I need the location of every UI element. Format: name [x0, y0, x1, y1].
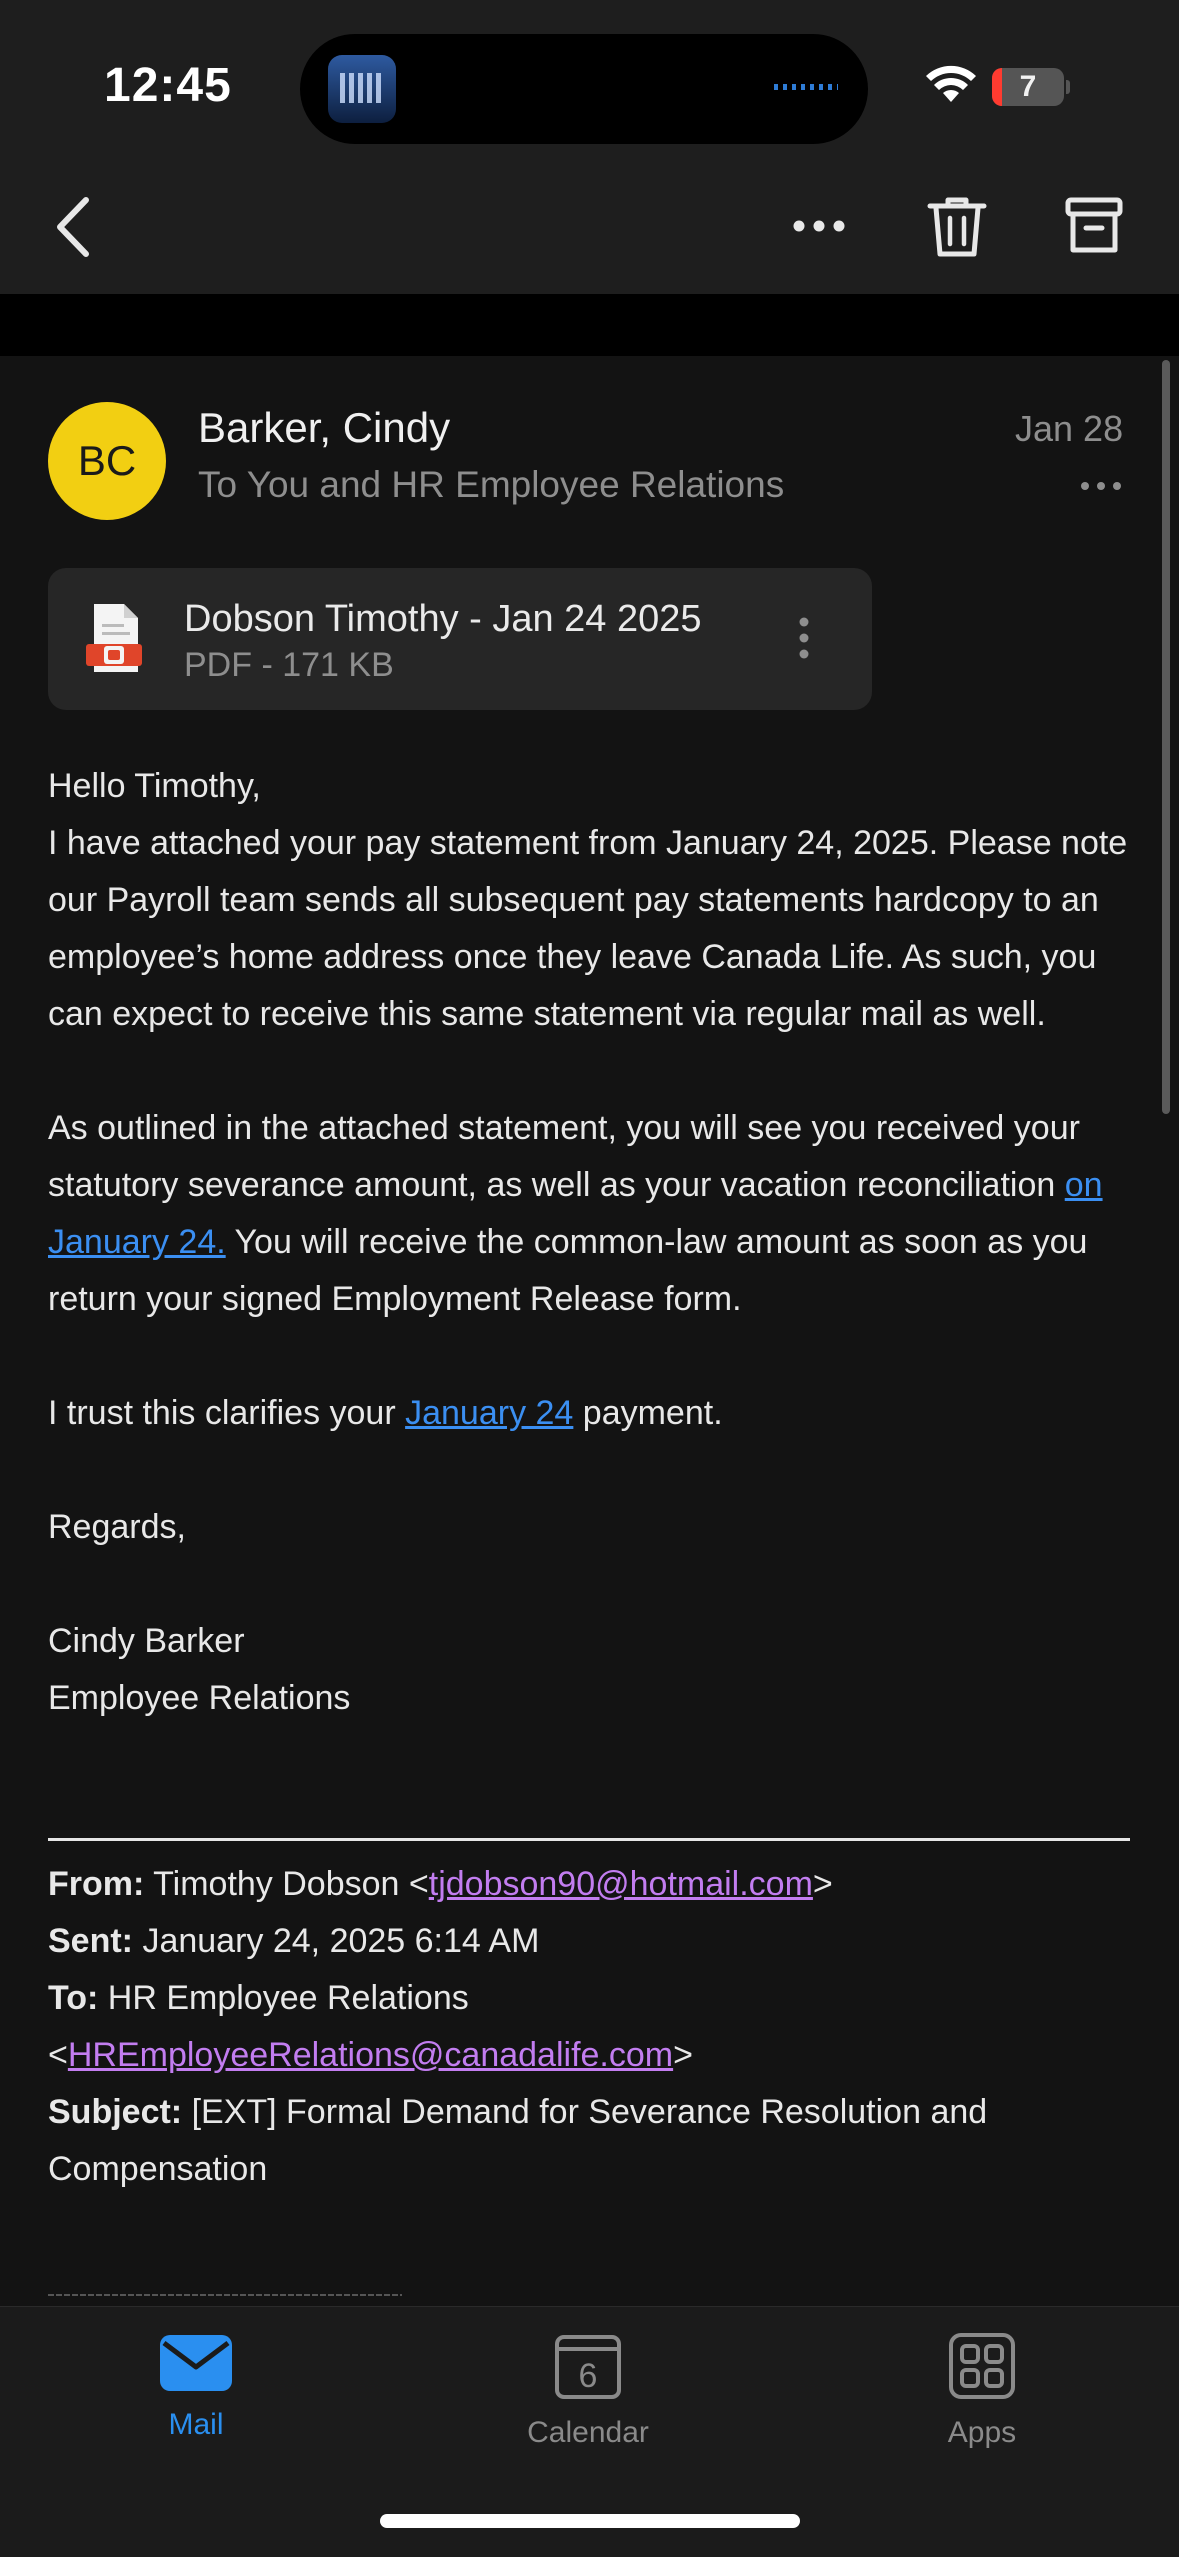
quoted-divider [48, 1838, 1130, 1841]
greeting: Hello Timothy, [48, 767, 261, 805]
status-bar [0, 0, 1179, 160]
home-indicator[interactable] [380, 2514, 800, 2528]
email-link[interactable]: tjdobson90@hotmail.com [428, 1865, 813, 1903]
more-options-icon[interactable] [792, 216, 846, 236]
tab-apps[interactable] [882, 2331, 1082, 2450]
attachment-meta: PDF - 171 KB [184, 646, 394, 684]
body-paragraph-3: I trust this clarifies your January 24 payment. [48, 1394, 723, 1432]
dynamic-island[interactable] [300, 34, 868, 144]
tab-calendar[interactable] [488, 2331, 688, 2450]
mail-icon [158, 2331, 234, 2393]
battery-icon [992, 68, 1064, 106]
attachment-name: Dobson Timothy - Jan 24 2025 [184, 598, 702, 640]
signature-name: Cindy Barker [48, 1622, 245, 1660]
message-more-icon[interactable] [1080, 480, 1122, 492]
recipients[interactable]: To You and HR Employee Relations [198, 464, 785, 505]
app-icon [328, 55, 396, 123]
date-link[interactable]: on January 24. [48, 1166, 1103, 1261]
email-date: Jan 28 [1015, 408, 1124, 449]
email-body [48, 758, 1138, 1727]
wifi-icon [924, 64, 978, 104]
email-link[interactable]: HREmployeeRelations@canadalife.com [67, 2036, 674, 2074]
quoted-to: To: HR Employee Relations [48, 1979, 469, 2017]
toolbar-divider [0, 294, 1179, 356]
pdf-file-icon [84, 602, 144, 674]
quoted-subject: Subject: [EXT] Formal Demand for Severance Resolution and Compensation [48, 2093, 988, 2188]
apps-grid-icon [947, 2331, 1017, 2401]
scrollbar[interactable] [1162, 360, 1170, 1114]
sender-name[interactable]: Barker, Cindy [198, 404, 451, 451]
quoted-to-email: <HREmployeeRelations@canadalife.com> [48, 2036, 693, 2074]
tab-label: Calendar [527, 2416, 649, 2449]
body-paragraph-2: As outlined in the attached statement, you will see you received your statutory severance amount, as well as your vacation reconciliation on January 24. You will receive the common-law amount as soon as you return your signed Employment Release form. [48, 1109, 1103, 1318]
activity-dots-icon [774, 84, 838, 90]
quoted-header [48, 1856, 1138, 2198]
avatar[interactable]: BC [48, 402, 166, 520]
calendar-icon [553, 2331, 623, 2401]
signature-title: Employee Relations [48, 1679, 351, 1717]
calendar-day: 6 [578, 2357, 598, 2395]
attachment-card[interactable] [48, 568, 872, 710]
date-link[interactable]: January 24 [405, 1394, 574, 1432]
battery-tip [1066, 80, 1070, 94]
tab-label: Apps [947, 2416, 1017, 2449]
battery-level: 7 [1019, 70, 1037, 103]
attachment-more-icon[interactable] [798, 616, 810, 660]
tab-mail[interactable] [96, 2331, 296, 2442]
trash-icon[interactable] [926, 194, 988, 260]
back-chevron-icon[interactable] [50, 194, 96, 260]
dotted-divider [48, 2294, 402, 2296]
message-toolbar [0, 160, 1179, 294]
closing: Regards, [48, 1508, 186, 1546]
tab-label: Mail [168, 2408, 224, 2441]
quoted-sent: Sent: January 24, 2025 6:14 AM [48, 1922, 540, 1960]
body-paragraph-1: I have attached your pay statement from January 24, 2025. Please note our Payroll team sends all subsequent pay statements hardcopy to an employee’s home address once they leave Canada Life. As such, you can expect to receive this same statement via regular mail as well. [48, 824, 1128, 1033]
quoted-from: From: Timothy Dobson <tjdobson90@hotmail.com> [48, 1865, 833, 1903]
archive-icon[interactable] [1064, 196, 1124, 256]
status-time: 12:45 [104, 59, 232, 112]
